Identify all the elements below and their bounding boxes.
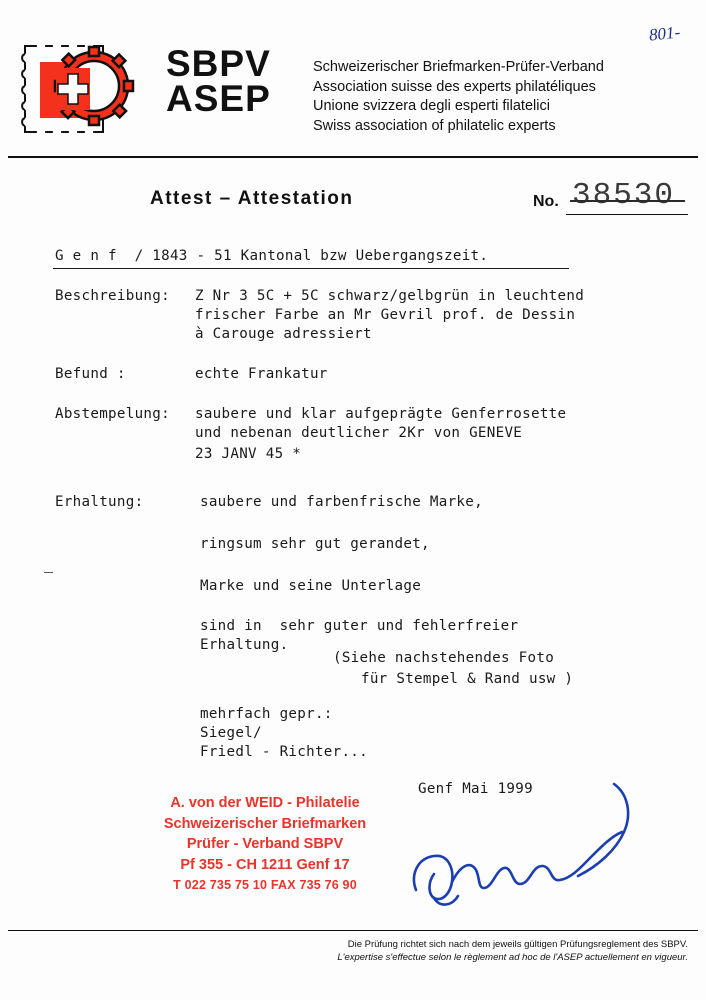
document-header — [8, 10, 698, 156]
stamp-line-3: Prüfer - Verband SBPV — [186, 836, 344, 852]
field-value-abstempelung-line3: 23 JANV 45 * — [195, 446, 302, 462]
association-name-en: Swiss association of philatelic experts — [313, 117, 556, 134]
footer-note — [337, 938, 688, 964]
footer-divider — [8, 930, 698, 931]
margin-tick-mark — [44, 572, 53, 573]
attest-title-row — [0, 178, 706, 228]
handwritten-signature — [400, 770, 650, 920]
association-name-de: Schweizerischer Briefmarken-Prüfer-Verband — [313, 59, 604, 75]
footer-note-fr: L'expertise s'effectue selon le règlement ad hoc de l'ASEP actuellement en vigueur. — [337, 952, 688, 963]
association-name-fr: Association suisse des experts philatéliques — [313, 78, 596, 95]
field-value-erhaltung-line2: ringsum sehr gut gerandet, — [200, 536, 430, 552]
subject-underline — [53, 268, 569, 269]
field-value-erhaltung-line6: (Siehe nachstehendes Foto — [333, 650, 555, 666]
field-value-beschreibung-line3: à Carouge adressiert — [195, 326, 372, 342]
place-and-date: Genf Mai 1999 — [418, 781, 533, 797]
field-value-abstempelung-line2: und nebenan deutlicher 2Kr von GENEVE — [195, 425, 523, 441]
subject-line: G e n f / 1843 - 51 Kantonal bzw Uebergangszeit. — [55, 248, 489, 264]
stamp-contact-line: T 022 735 75 10 FAX 735 76 90 — [173, 878, 357, 892]
page-title: Attest – Attestation — [150, 188, 354, 209]
field-label-erhaltung: Erhaltung: — [55, 494, 144, 510]
examined-by-line1: mehrfach gepr.: — [200, 706, 333, 722]
logo-acronym-line1: SBPV — [166, 43, 271, 84]
association-name-it: Unione svizzera degli esperti filatelici — [313, 98, 550, 114]
field-label-beschreibung: Beschreibung: — [55, 288, 170, 304]
examined-by-line2: Siegel/ — [200, 725, 262, 741]
field-value-beschreibung-line1: Z Nr 3 5C + 5C schwarz/gelbgrün in leuchtend — [195, 288, 585, 304]
field-value-beschreibung-line2: frischer Farbe an Mr Gevril prof. de Dessin — [195, 307, 576, 323]
stamp-line-4: Pf 355 - CH 1211 Genf 17 — [180, 856, 350, 873]
association-names — [313, 58, 604, 136]
field-value-erhaltung-line7: für Stempel & Rand usw ) — [361, 671, 574, 687]
certificate-number-strike — [570, 200, 685, 202]
footer-note-de: Die Prüfung richtet sich nach dem jeweils gültigen Prüfungsreglement des SBPV. — [347, 939, 688, 950]
field-value-abstempelung-line1: saubere und klar aufgeprägte Genferrosette — [195, 406, 567, 422]
logo-acronym-line2: ASEP — [166, 78, 271, 119]
examined-by-line3: Friedl - Richter... — [200, 744, 368, 760]
field-label-abstempelung: Abstempelung: — [55, 406, 170, 422]
field-value-befund: echte Frankatur — [195, 366, 328, 382]
stamp-line-1: A. von der WEID - Philatelie — [170, 795, 360, 811]
handwritten-corner-note: 801- — [647, 22, 681, 45]
sbpv-asep-logo — [16, 24, 156, 154]
field-value-erhaltung-line5: Erhaltung. — [200, 637, 289, 653]
header-divider — [8, 156, 698, 158]
stamp-line-2: Schweizerischer Briefmarken — [163, 815, 367, 832]
field-label-befund: Befund : — [55, 366, 126, 382]
logo-acronym — [166, 43, 271, 119]
certificate-number-value: 38530 — [572, 178, 676, 213]
certificate-number-label: No. — [533, 193, 559, 210]
field-value-erhaltung-line3: Marke und seine Unterlage — [200, 578, 422, 594]
certificate-number-underline — [566, 214, 688, 215]
expert-red-stamp — [130, 793, 400, 896]
field-value-erhaltung-line1: saubere und farbenfrische Marke, — [200, 494, 483, 510]
field-value-erhaltung-line4: sind in sehr guter und fehlerfreier — [200, 618, 519, 634]
